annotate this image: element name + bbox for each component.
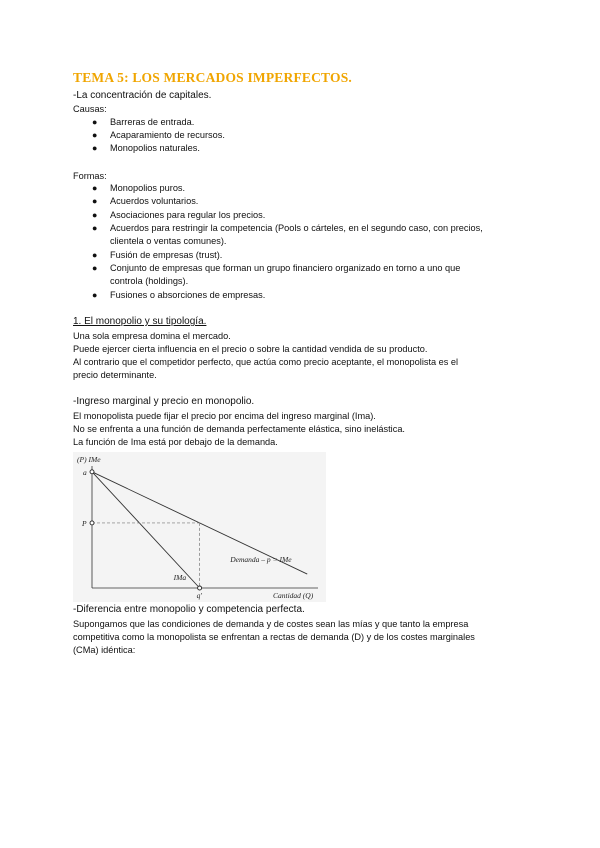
list-item-continuation: controla (holdings).	[110, 276, 189, 286]
chart-svg	[73, 452, 326, 602]
ingreso-line: El monopolista puede fijar el precio por encima del ingreso marginal (Ima).	[73, 411, 376, 421]
diferencia-line: Supongamos que las condiciones de demanda y de costes sean las mías y que tanto la empresa	[73, 619, 469, 629]
bullet-icon: ●	[92, 130, 98, 140]
causas-label: Causas:	[73, 104, 107, 114]
list-item: Barreras de entrada.	[110, 117, 195, 127]
intercept-label: a	[83, 467, 87, 477]
diferencia-heading: -Diferencia entre monopolio y competencia perfecta.	[73, 604, 305, 615]
list-item-continuation: clientela o ventas comunes).	[110, 236, 227, 246]
monopolio-line: Al contrario que el competidor perfecto, que actúa como precio aceptante, el monopolista es el	[73, 357, 459, 367]
bullet-icon: ●	[92, 196, 98, 206]
monopolio-heading: 1. El monopolio y su tipología.	[73, 316, 207, 327]
diferencia-line: competitiva como la monopolista se enfrentan a rectas de demanda (D) y de los costes marginales	[73, 632, 475, 642]
monopolio-line: precio determinante.	[73, 370, 157, 380]
list-item: Conjunto de empresas que forman un grupo financiero organizado en torno a uno que	[110, 263, 461, 273]
list-item: Monopolios naturales.	[110, 143, 200, 153]
list-item: Acaparamiento de recursos.	[110, 130, 225, 140]
y-axis-label: (P) IMe	[77, 455, 101, 464]
list-item: Asociaciones para regular los precios.	[110, 210, 266, 220]
quantity-point	[198, 586, 202, 590]
bullet-icon: ●	[92, 143, 98, 153]
bullet-icon: ●	[92, 210, 98, 220]
x-axis-label: Cantidad (Q)	[273, 591, 314, 600]
demand-series-label: Demanda – p = IMe	[230, 555, 292, 565]
ingreso-line: La función de Ima está por debajo de la demanda.	[73, 437, 278, 447]
list-item: Fusión de empresas (trust).	[110, 250, 223, 260]
bullet-icon: ●	[92, 290, 98, 300]
diferencia-line: (CMa) idéntica:	[73, 645, 136, 655]
ingreso-line: No se enfrenta a una función de demanda perfectamente elástica, sino inelástica.	[73, 424, 405, 434]
quantity-label: q'	[196, 591, 202, 600]
bullet-icon: ●	[92, 263, 98, 273]
page-title: TEMA 5: LOS MERCADOS IMPERFECTOS.	[73, 70, 353, 85]
bullet-icon: ●	[92, 250, 98, 260]
bullet-icon: ●	[92, 183, 98, 193]
list-item: Monopolios puros.	[110, 183, 186, 193]
bullet-icon: ●	[92, 117, 98, 127]
concentracion-heading: -La concentración de capitales.	[73, 90, 212, 101]
list-item: Fusiones o absorciones de empresas.	[110, 290, 266, 300]
intercept-point	[90, 470, 94, 474]
monopolio-line: Una sola empresa domina el mercado.	[73, 331, 231, 341]
monopoly-chart	[73, 452, 326, 602]
monopolio-line: Puede ejercer cierta influencia en el precio o sobre la cantidad vendida de su producto.	[73, 344, 428, 354]
ingreso-heading: -Ingreso marginal y precio en monopolio.	[73, 396, 255, 407]
price-point	[90, 521, 94, 525]
formas-label: Formas:	[73, 171, 107, 181]
list-item: Acuerdos para restringir la competencia (Pools o cárteles, en el segundo caso, con precios,	[110, 223, 483, 233]
price-label: P	[82, 518, 87, 528]
ima-series-label: IMa	[173, 573, 187, 582]
bullet-icon: ●	[92, 223, 98, 233]
list-item: Acuerdos voluntarios.	[110, 196, 199, 206]
